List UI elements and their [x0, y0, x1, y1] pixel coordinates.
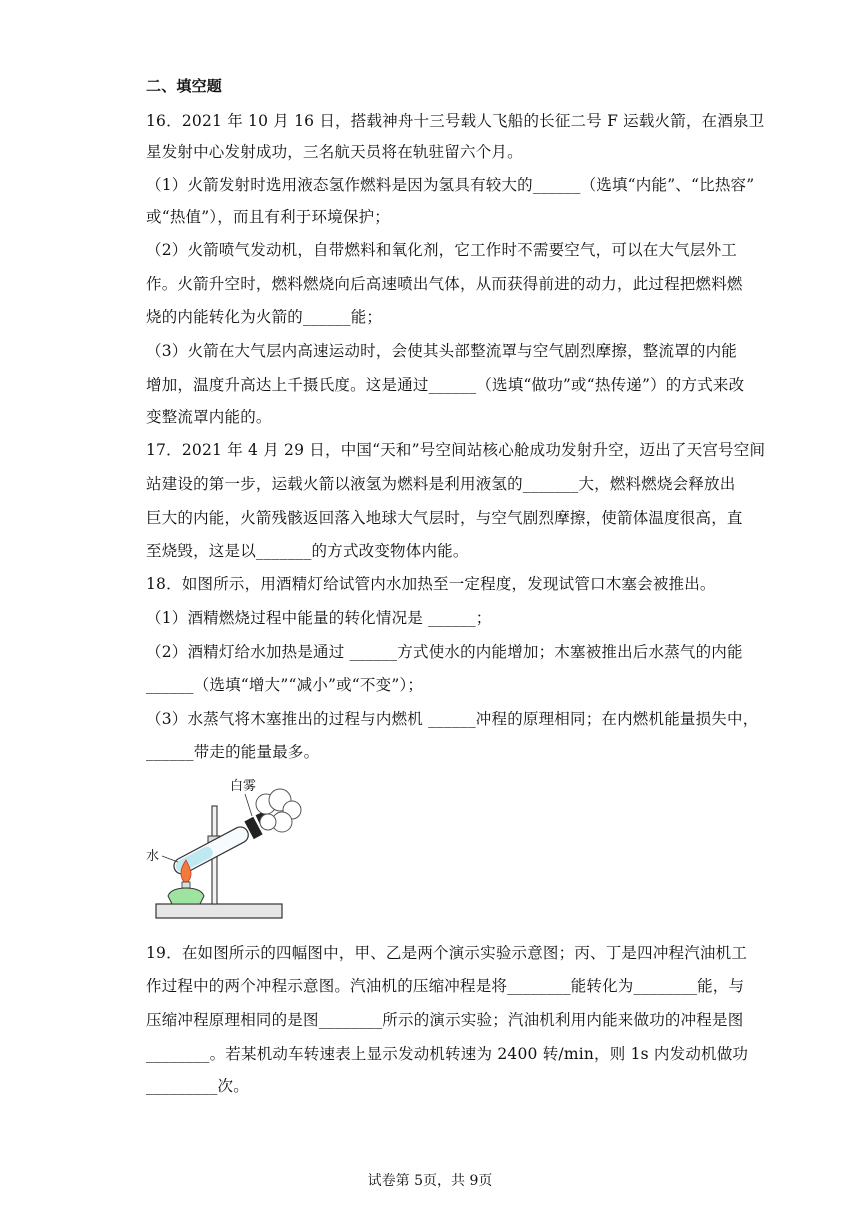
- text-line: 压缩冲程原理相同的是图________所示的演示实验；汽油机利用内能来做功的冲程是图: [146, 1011, 744, 1029]
- page-footer: 试卷第 5页，共 9页: [367, 1173, 493, 1189]
- text-line: _________次。: [146, 1077, 249, 1095]
- text-line: ________。若某机动车转速表上显示发动机转速为 2400 转/min，则 1s 内发动机做功: [146, 1045, 749, 1063]
- mist-label: 白雾: [230, 779, 257, 794]
- text-line: 18．如图所示，用酒精灯给试管内水加热至一定程度，发现试管口木塞会被推出。: [146, 575, 716, 593]
- text-line: 或“热值”），而且有利于环境保护；: [146, 208, 390, 226]
- text-line: 作过程中的两个冲程示意图。汽油机的压缩冲程是将________能转化为________能，与: [146, 977, 745, 995]
- text-line: （3）火箭在大气层内高速运动时，会使其头部整流罩与空气剧烈摩擦，整流罩的内能: [146, 342, 737, 360]
- section-title: 二、填空题: [146, 77, 223, 95]
- alcohol-lamp: [168, 888, 204, 904]
- text-line: 19．在如图所示的四幅图中，甲、乙是两个演示实验示意图；丙、丁是四冲程汽油机工: [146, 944, 748, 962]
- lamp-wick: [182, 882, 190, 888]
- text-line: （3）水蒸气将木塞推出的过程与内燃机 ______冲程的原理相同；在内燃机能量损失中，: [146, 710, 759, 728]
- text-line: （2）火箭喷气发动机，自带燃料和氧化剂，它工作时不需要空气，可以在大气层外工: [146, 241, 737, 259]
- water-label-line: [162, 856, 178, 862]
- water-label: 水: [146, 849, 160, 864]
- text-line: （1）火箭发射时选用液态氢作燃料是因为氢具有较大的______（选填“内能”、“比热容”: [146, 176, 755, 194]
- text-line: 变整流罩内能的。: [146, 408, 272, 426]
- test-tube-figure: [142, 776, 302, 928]
- text-line: 16．2021 年 10 月 16 日，搭载神舟十三号载人飞船的长征二号 F 运载火箭，在酒泉卫: [146, 112, 765, 130]
- text-line: ______带走的能量最多。: [146, 743, 320, 761]
- text-line: 增加，温度升高达上千摄氏度。这是通过______（选填“做功”或“热传递”）的方式来改: [146, 376, 745, 394]
- text-line: ______（选填“增大”“减小”或“不变”）；: [146, 676, 424, 694]
- text-line: 至烧毁，这是以_______的方式改变物体内能。: [146, 542, 469, 560]
- stand-base: [156, 904, 282, 918]
- text-line: 巨大的内能，火箭残骸返回落入地球大气层时，与空气剧烈摩擦，使箭体温度很高，直: [146, 509, 743, 527]
- text-line: 星发射中心发射成功，三名航天员将在轨驻留六个月。: [146, 143, 523, 161]
- text-line: 站建设的第一步，运载火箭以液氢为燃料是利用液氢的_______大，燃料燃烧会释放出: [146, 475, 736, 493]
- text-line: 作。火箭升空时，燃料燃烧向后高速喷出气体，从而获得前进的动力，此过程把燃料燃: [146, 275, 743, 293]
- text-line: （2）酒精灯给水加热是通过 ______方式使水的内能增加；木塞被推出后水蒸气的内能: [146, 643, 743, 661]
- mist-cloud: [256, 789, 301, 832]
- text-line: 17．2021 年 4 月 29 日，中国“天和”号空间站核心舱成功发射升空，迈出了天宫号空间: [146, 441, 766, 459]
- text-line: （1）酒精燃烧过程中能量的转化情况是 ______；: [146, 609, 492, 627]
- text-line: 烧的内能转化为火箭的______能；: [146, 308, 383, 326]
- mist-label-line: [245, 794, 252, 816]
